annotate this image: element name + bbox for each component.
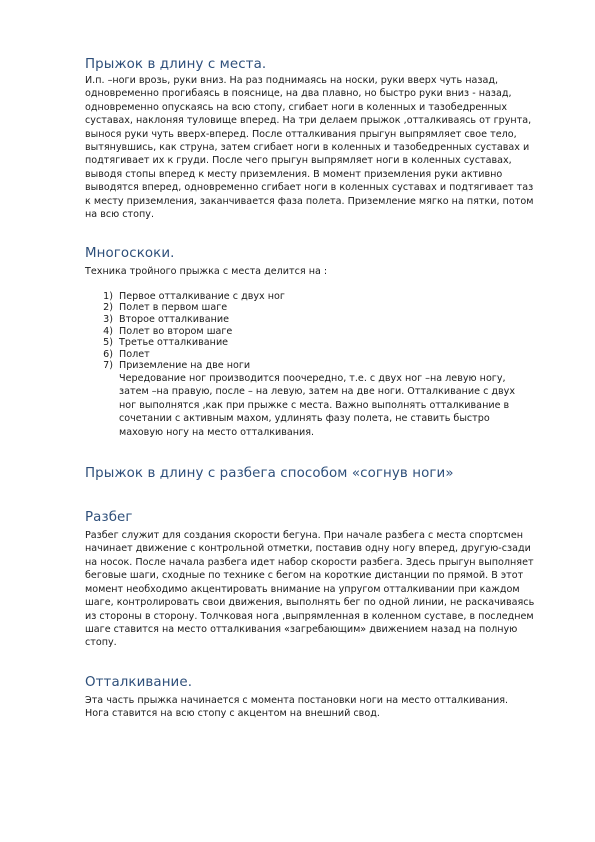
list-number: 4): [103, 325, 113, 337]
list-number: 6): [103, 348, 113, 360]
list-item: [85, 360, 535, 372]
list-text: Приземление на две ноги: [119, 360, 251, 372]
list-text: Полет в первом шаге: [119, 302, 228, 314]
heading-take-off: Отталкивание.: [85, 674, 193, 690]
paragraph-run-up: Разбег служит для создания скорости бегуна. При начале разбега с места спортсмен начинает движение с контрольной отметки, поставив одну ногу вперед, другую-сзади на носок. После начала разбега идет набор скорости разбега. Здесь прыгун выполняет беговые шаги, сходные по технике с бегом на короткие дистанции по прямой. В этот момент необходимо акцентировать внимание на упругом отталкивании при каждом шаге, контролировать свои движения, выполнять бег по одной линии, не раскачиваясь из стороны в сторону. Толчковая нога ,выпрямленная в коленном суставе, в последнем шаге ставится на место отталкивания «загребающим» движением назад на полную стопу.: [85, 530, 535, 649]
list-text: Второе отталкивание: [119, 314, 229, 326]
triple-jump-phases-list: [85, 291, 535, 372]
list-text: Полет во втором шаге: [119, 325, 233, 337]
list-text: Третье отталкивание: [119, 337, 229, 349]
heading-standing-long-jump: Прыжок в длину с места.: [85, 57, 267, 72]
list-text: Первое отталкивание с двух ног: [119, 290, 285, 302]
paragraph-take-off: Эта часть прыжка начинается с момента постановки ноги на место отталкивания. Нога ставится на всю стопу с акцентом на внешний свод.: [85, 694, 509, 720]
list-item: [85, 337, 535, 349]
list-item: [85, 349, 535, 361]
list-number: 1): [103, 290, 113, 302]
list-number: 3): [103, 314, 113, 326]
list-item: [85, 326, 535, 338]
list-text: Полет: [119, 348, 150, 360]
list-item: [85, 291, 535, 303]
heading-running-long-jump: Прыжок в длину с разбега способом «согнув ноги»: [85, 466, 454, 482]
heading-multi-jumps: Многоскоки.: [85, 246, 175, 262]
paragraph-standing-long-jump: И.п. –ноги врозь, руки вниз. На раз поднимаясь на носки, руки вверх чуть назад, одновременно прогибаясь в пояснице, на два плавно, но быстро руки вниз - назад, одновременно опускаясь на всю стопу, сгибает ноги в коленных и тазобедренных суставах, наклоняя туловище вперед. На три делаем прыжок ,отталкиваясь от грунта, вынося руки чуть вверх-вперед. После отталкивания прыгун выпрямляет свое тело, вытянувшись, как струна, затем сгибает ноги в коленных и тазобедренных суставах и подтягивает их к груди. После чего прыгун выпрямляет ноги в коленных суставах, выводя стопы вперед к месту приземления. В момент приземления руки активно выводятся вперед, одновременно сгибает ноги в коленных суставах и подтягивает таз к месту приземления, заканчивается фаза полета. Приземление мягко на пятки, потом на всю стопу.: [85, 75, 534, 221]
list-item: [85, 314, 535, 326]
list-number: 5): [103, 337, 113, 349]
list-number: 2): [103, 302, 113, 314]
paragraph-triple-jump-intro: Техника тройного прыжка с места делится на :: [85, 266, 328, 278]
list-number: 7): [103, 360, 113, 372]
heading-run-up: Разбег: [85, 510, 133, 526]
list-item: [85, 302, 535, 314]
paragraph-leg-alternation-note: Чередование ног производится поочередно, т.е. с двух ног –на левую ногу, затем –на правую, после – на левую, затем на две ноги. Отталкивание с двух ног выполнятся ,как при прыжке с места. Важно выполнять отталкивание в сочетании с активным махом, удлинять фазу полета, не ставить быстро маховую ногу на место отталкивания.: [119, 373, 516, 438]
